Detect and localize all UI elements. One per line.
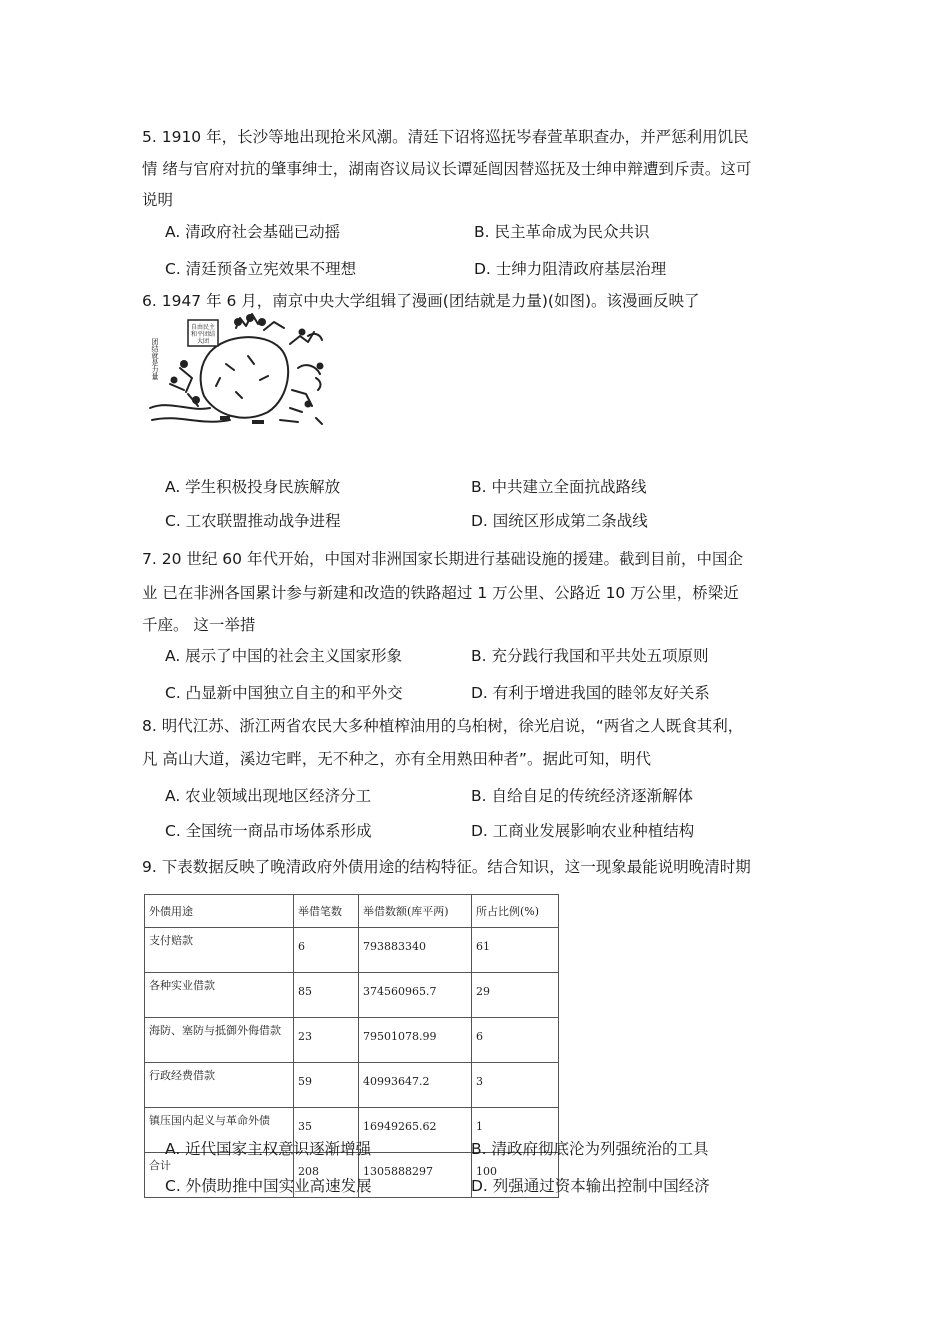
table-cell: 100 bbox=[472, 1153, 559, 1198]
table-cell: 79501078.99 bbox=[359, 1018, 472, 1063]
table-cell: 6 bbox=[472, 1018, 559, 1063]
q5-option-d: D. 士绅力阻清政府基层治理 bbox=[474, 260, 667, 278]
table-cell: 1 bbox=[472, 1108, 559, 1153]
q8-stem-line-1: 8. 明代江苏、浙江两省农民大多种植榨油用的乌桕树，徐光启说，“两省之人既食其利， bbox=[142, 717, 744, 735]
q7-option-a: A. 展示了中国的社会主义国家形象 bbox=[165, 647, 403, 665]
q9-option-b: B. 清政府彻底沦为列强统治的工具 bbox=[471, 1140, 709, 1158]
table-cell: 各种实业借款 bbox=[145, 973, 294, 1018]
cartoon-banner-text-2: 和平团结 bbox=[190, 331, 216, 338]
table-cell: 59 bbox=[294, 1063, 359, 1108]
q9-option-d: D. 列强通过资本输出控制中国经济 bbox=[471, 1177, 710, 1195]
table-cell: 793883340 bbox=[359, 928, 472, 973]
q7-stem-line-3: 千座。 这一举措 bbox=[142, 616, 256, 634]
table-header-cell: 所占比例(%) bbox=[472, 895, 559, 928]
table-cell: 61 bbox=[472, 928, 559, 973]
table-header-cell: 外债用途 bbox=[145, 895, 294, 928]
table-cell: 40993647.2 bbox=[359, 1063, 472, 1108]
q8-option-b: B. 自给自足的传统经济逐渐解体 bbox=[471, 787, 693, 805]
q7-option-d: D. 有利于增进我国的睦邻友好关系 bbox=[471, 684, 710, 702]
table-header-cell: 举借笔数 bbox=[294, 895, 359, 928]
cartoon-side-caption: 团结就是力量 bbox=[151, 338, 159, 380]
q5-stem-line-2: 情 绪与官府对抗的肇事绅士，湖南咨议局议长谭延闿因替巡抚及士绅申辩遭到斥责。这可 bbox=[142, 160, 752, 178]
table-row bbox=[145, 973, 559, 1018]
cartoon-banner-text-3: 大团 bbox=[196, 338, 210, 345]
q7-stem-line-2: 业 已在非洲各国累计参与新建和改造的铁路超过 1 万公里、公路近 10 万公里，桥梁近 bbox=[142, 584, 739, 602]
q5-option-c: C. 清廷预备立宪效果不理想 bbox=[165, 260, 357, 278]
q6-option-d: D. 国统区形成第二条战线 bbox=[471, 512, 648, 530]
q9-option-c: C. 外债助推中国实业高速发展 bbox=[165, 1177, 372, 1195]
q7-option-b: B. 充分践行我国和平共处五项原则 bbox=[471, 647, 709, 665]
q6-option-b: B. 中共建立全面抗战路线 bbox=[471, 478, 647, 496]
table-row bbox=[145, 1018, 559, 1063]
q5-stem-line-1: 5. 1910 年，长沙等地出现抢米风潮。清廷下诏将巡抚岑春萱革职查办，并严惩利用饥民 bbox=[142, 128, 749, 146]
q8-option-c: C. 全国统一商品市场体系形成 bbox=[165, 822, 372, 840]
q6-option-c: C. 工农联盟推动战争进程 bbox=[165, 512, 341, 530]
cartoon-banner-text-1: 自由民主 bbox=[190, 324, 216, 331]
table-cell: 支付赔款 bbox=[145, 928, 294, 973]
q8-option-a: A. 农业领域出现地区经济分工 bbox=[165, 787, 372, 805]
table-header-cell: 举借数额(库平两) bbox=[359, 895, 472, 928]
table-cell: 6 bbox=[294, 928, 359, 973]
table-cell: 208 bbox=[294, 1153, 359, 1198]
table-cell: 1305888297 bbox=[359, 1153, 472, 1198]
q5-option-b: B. 民主革命成为民众共识 bbox=[474, 223, 650, 241]
table-cell: 23 bbox=[294, 1018, 359, 1063]
table-cell: 29 bbox=[472, 973, 559, 1018]
table-header-row bbox=[145, 895, 559, 928]
table-cell: 16949265.62 bbox=[359, 1108, 472, 1153]
q8-stem-line-2: 凡 高山大道，溪边宅畔，无不种之，亦有全用熟田种者”。据此可知，明代 bbox=[142, 750, 651, 768]
table-cell: 374560965.7 bbox=[359, 973, 472, 1018]
table-cell: 海防、塞防与抵御外侮借款 bbox=[145, 1018, 294, 1063]
q9-stem-line-1: 9. 下表数据反映了晚清政府外债用途的结构特征。结合知识，这一现象最能说明晚清时期 bbox=[142, 858, 751, 876]
q6-option-a: A. 学生积极投身民族解放 bbox=[165, 478, 341, 496]
table-cell: 35 bbox=[294, 1108, 359, 1153]
q9-option-a: A. 近代国家主权意识逐渐增强 bbox=[165, 1140, 372, 1158]
q6-stem-line-1: 6. 1947 年 6 月，南京中央大学组辑了漫画(团结就是力量)(如图)。该漫画反映了 bbox=[142, 292, 700, 310]
q8-option-d: D. 工商业发展影响农业种植结构 bbox=[471, 822, 695, 840]
table-row bbox=[145, 928, 559, 973]
unity-cartoon-image bbox=[140, 308, 335, 434]
table-cell: 3 bbox=[472, 1063, 559, 1108]
table-row bbox=[145, 1063, 559, 1108]
q7-stem-line-1: 7. 20 世纪 60 年代开始，中国对非洲国家长期进行基础设施的援建。截到目前，中国企 bbox=[142, 550, 743, 568]
table-cell: 85 bbox=[294, 973, 359, 1018]
table-cell: 合计 bbox=[145, 1153, 294, 1198]
q5-stem-line-3: 说明 bbox=[142, 191, 174, 209]
q5-option-a: A. 清政府社会基础已动摇 bbox=[165, 223, 341, 241]
table-cell: 镇压国内起义与革命外债 bbox=[145, 1108, 294, 1153]
table-cell: 行政经费借款 bbox=[145, 1063, 294, 1108]
q7-option-c: C. 凸显新中国独立自主的和平外交 bbox=[165, 684, 403, 702]
